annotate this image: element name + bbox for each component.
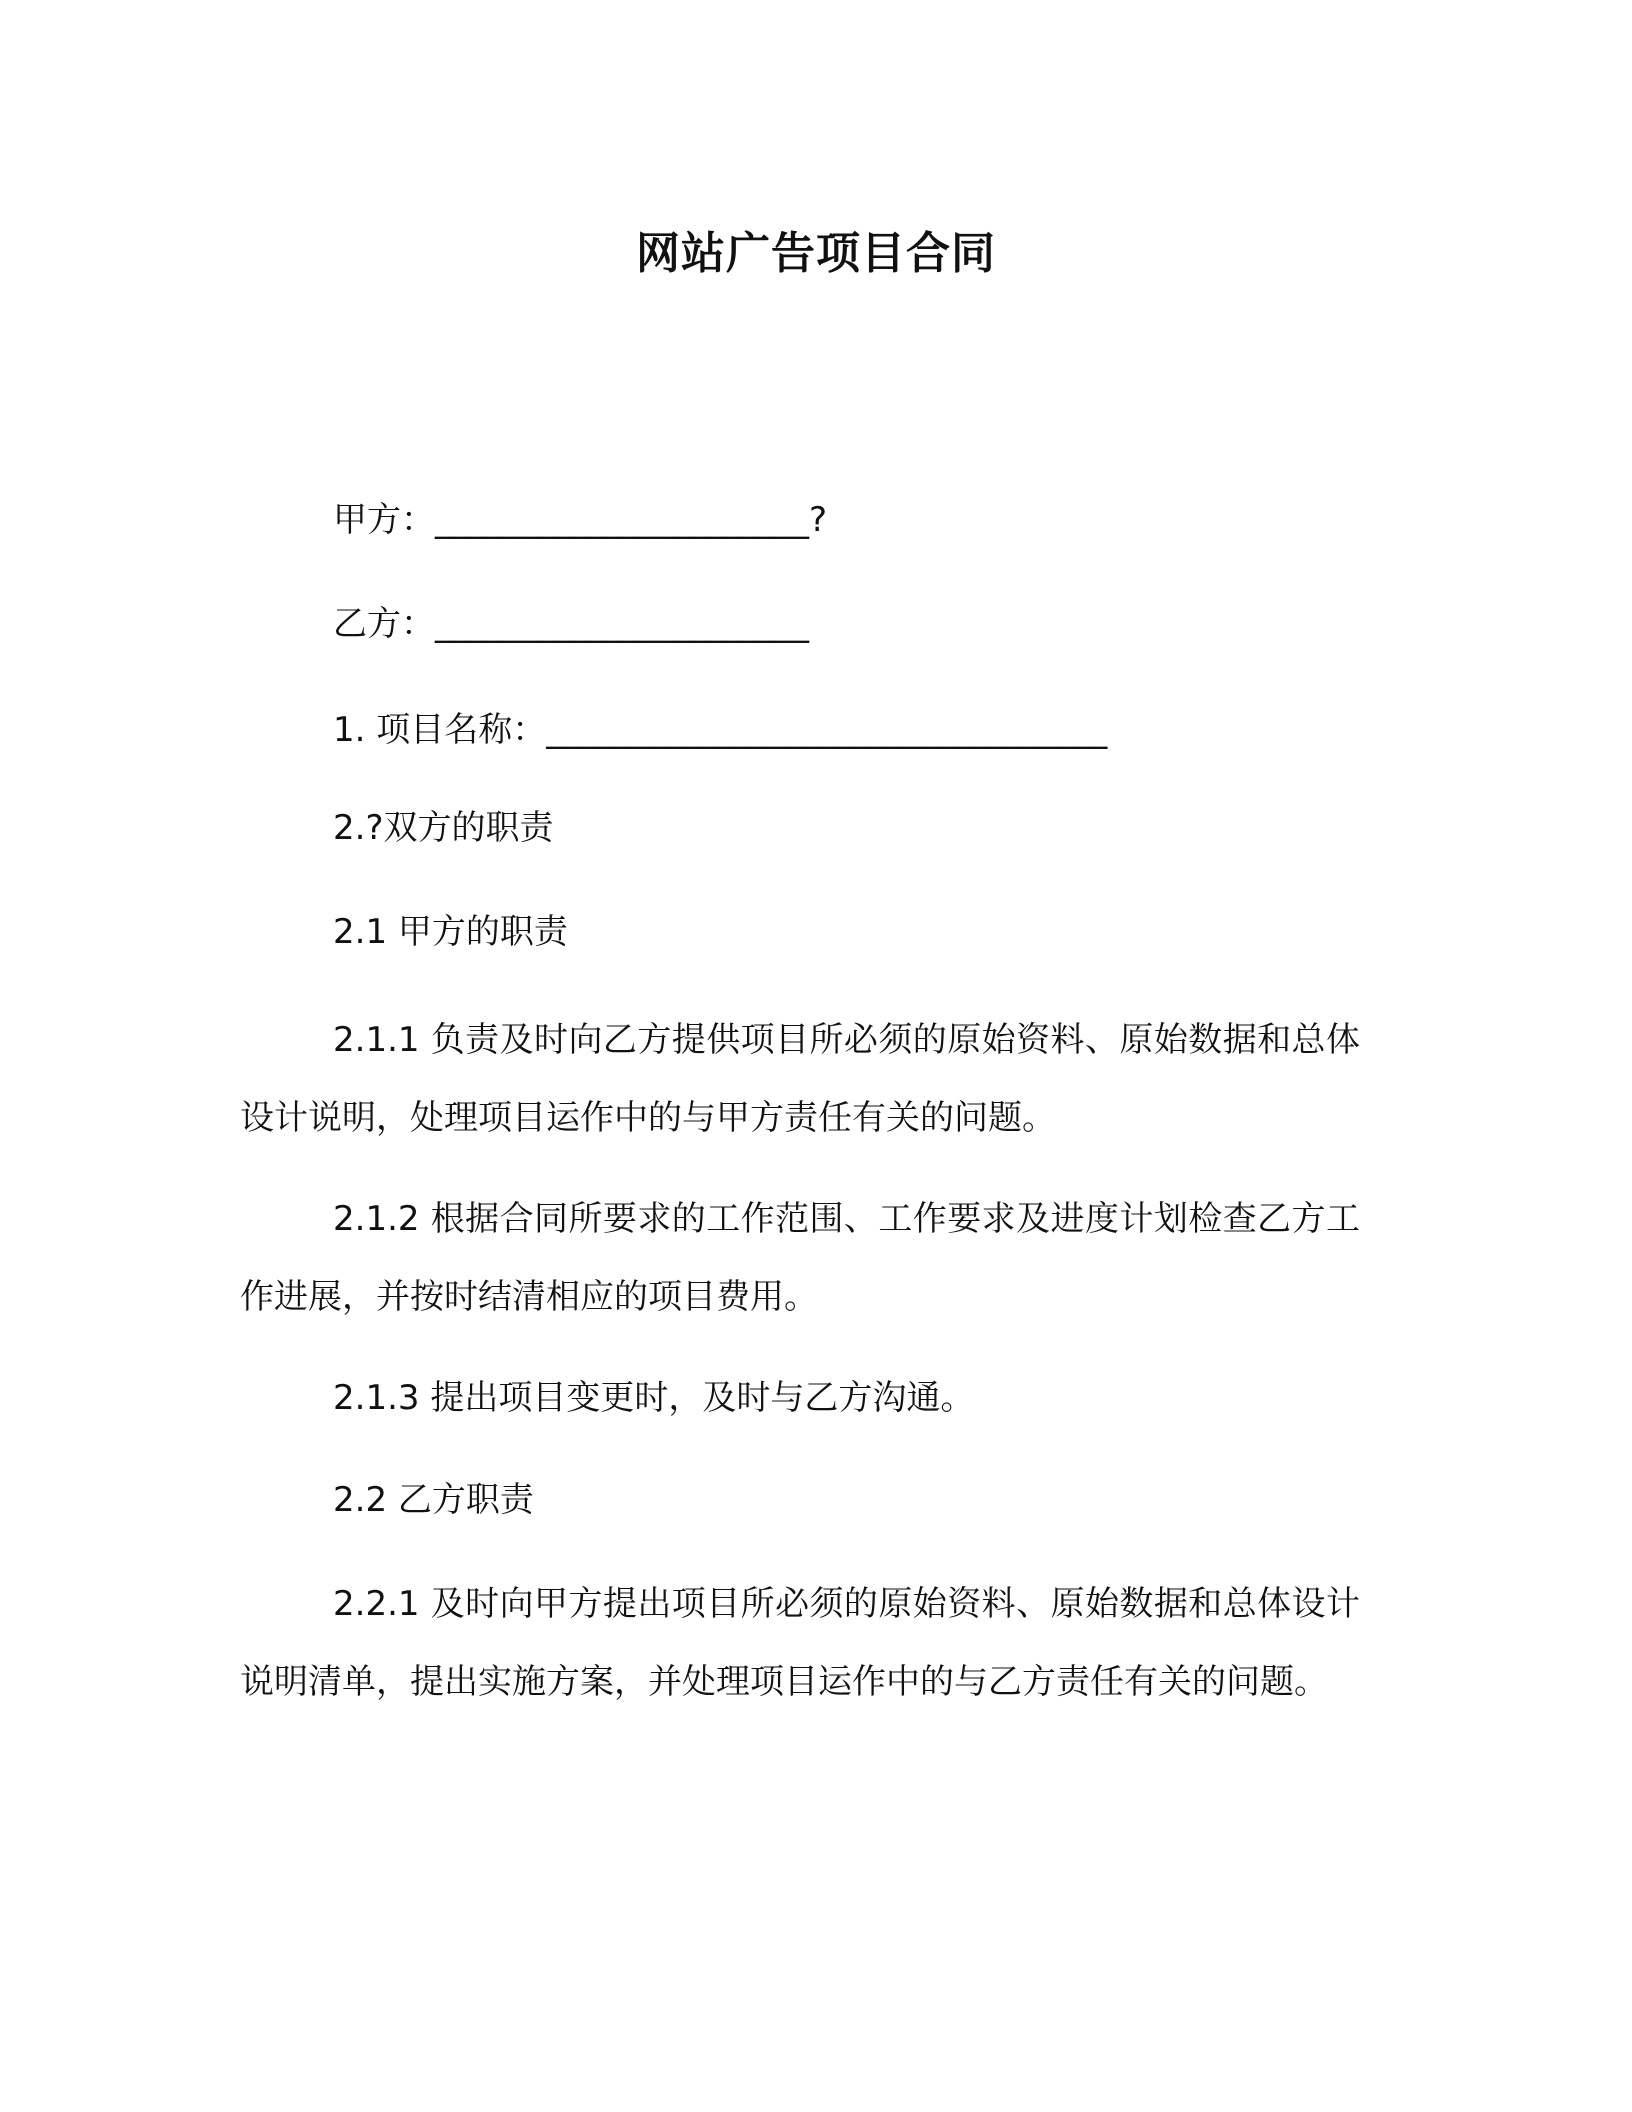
clause-2-1-3: 2.1.3 提出项目变更时，及时与乙方沟通。	[333, 1378, 975, 1418]
party-b-line: 乙方：______________________	[333, 604, 809, 644]
party-a-line: 甲方：______________________?	[333, 500, 828, 540]
document-title: 网站广告项目合同	[636, 228, 996, 279]
clause-2-1-2: 2.1.2 根据合同所要求的工作范围、工作要求及进度计划检查乙方工作进展，并按时结清相应的项目费用。	[240, 1199, 1360, 1317]
section-heading-responsibilities: 2.?双方的职责	[333, 808, 554, 848]
subsection-heading-party-a: 2.1 甲方的职责	[333, 912, 568, 952]
clause-2-1-1: 2.1.1 负责及时向乙方提供项目所必须的原始资料、原始数据和总体设计说明，处理项目运作中的与甲方责任有关的问题。	[240, 1020, 1360, 1138]
subsection-heading-party-b: 2.2 乙方职责	[333, 1480, 534, 1520]
clause-2-2-1: 2.2.1 及时向甲方提出项目所必须的原始资料、原始数据和总体设计说明清单，提出实施方案，并处理项目运作中的与乙方责任有关的问题。	[240, 1584, 1360, 1702]
project-name-line: 1. 项目名称：_________________________________	[333, 710, 1108, 750]
